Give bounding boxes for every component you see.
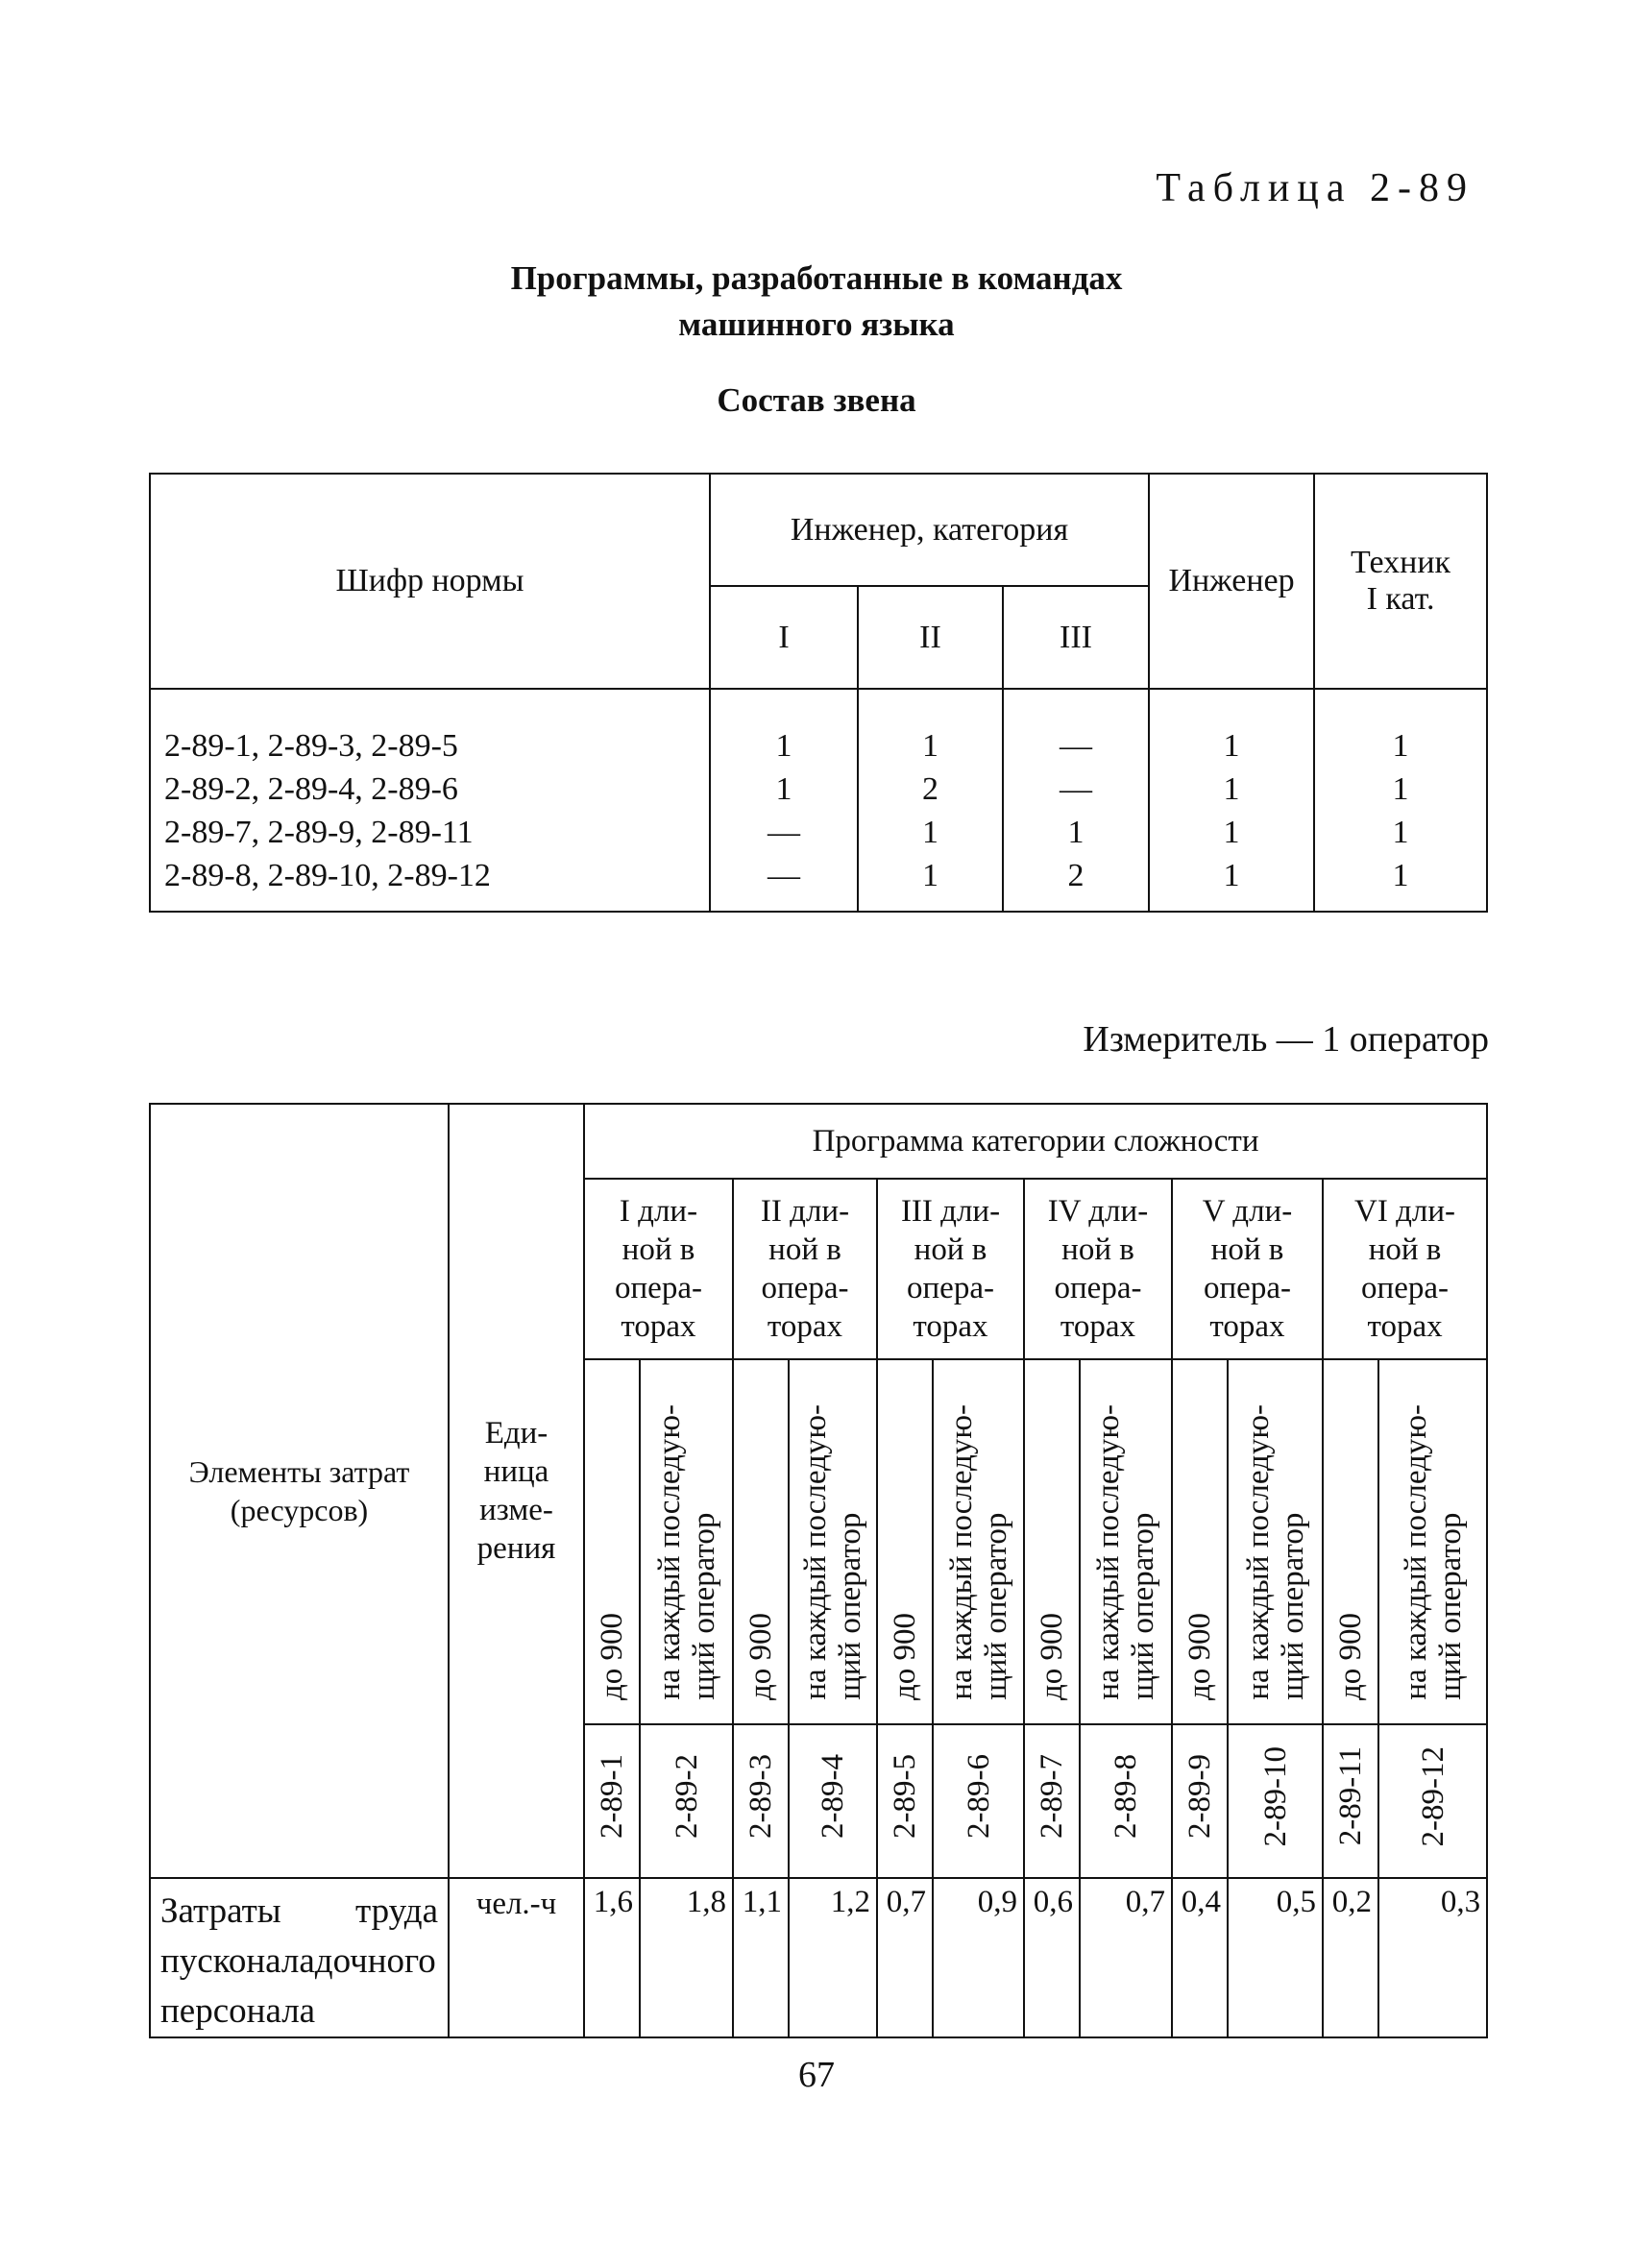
norm-code-cell: 2-89-11 [1323, 1724, 1378, 1878]
crew-table [149, 473, 1488, 913]
crew-cell: — [1060, 728, 1093, 764]
engineer-category-header: Инженер, категория [710, 474, 1149, 586]
crew-cell: 1 [922, 858, 938, 893]
crew-cell: 1 [1223, 771, 1240, 807]
engineer-header: Инженер [1149, 474, 1314, 689]
value-cell: 0,5 [1228, 1878, 1323, 2037]
code-header: Шифр нормы [150, 474, 710, 689]
category-ii-column [858, 689, 1003, 912]
crew-subtitle: Состав звена [717, 381, 916, 419]
program-category-header: Программа категории сложности [584, 1104, 1487, 1179]
crew-cell: — [768, 815, 800, 850]
norm-code-cell: 2-89-12 [1378, 1724, 1487, 1878]
value-cell: 0,7 [1080, 1878, 1172, 2037]
crew-cell: 2 [922, 771, 938, 807]
crew-row-codes: 2-89-1, 2-89-3, 2-89-5 [164, 728, 458, 764]
group-header-i: I дли- ной в опера- торах [584, 1179, 733, 1359]
subheader-each-next-operator: на каждый последую- щий оператор [1378, 1359, 1487, 1724]
value-cell: 0,6 [1024, 1878, 1080, 2037]
crew-cell: 1 [1067, 815, 1085, 850]
norm-code-cell: 2-89-2 [640, 1724, 733, 1878]
value-cell: 0,9 [933, 1878, 1024, 2037]
crew-cell: 1 [1223, 815, 1240, 850]
value-cell: 0,4 [1172, 1878, 1228, 2037]
technician-column [1314, 689, 1487, 912]
subheader-each-next-operator: на каждый последую- щий оператор [1080, 1359, 1172, 1724]
norm-code-cell: 2-89-9 [1172, 1724, 1228, 1878]
elements-header: Элементы затрат (ресурсов) [150, 1104, 449, 1878]
crew-cell: 1 [1223, 858, 1240, 893]
table-title-line-1: Программы, разработанные в командах [510, 259, 1123, 297]
measure-unit: Измеритель — 1 оператор [1083, 1019, 1489, 1060]
subheader-up-to-900: до 900 [584, 1359, 640, 1724]
norm-code-cell: 2-89-6 [933, 1724, 1024, 1878]
engineer-column [1149, 689, 1314, 912]
group-header-vi: VI дли- ной в опера- торах [1323, 1179, 1487, 1359]
group-header-v: V дли- ной в опера- торах [1172, 1179, 1323, 1359]
norm-code-cell: 2-89-3 [733, 1724, 789, 1878]
page-number: 67 [798, 2055, 835, 2095]
value-cell: 1,6 [584, 1878, 640, 2037]
category-iii-header: III [1003, 586, 1149, 689]
crew-cell: 1 [922, 815, 938, 850]
crew-row-codes: 2-89-7, 2-89-9, 2-89-11 [164, 815, 474, 850]
crew-cell: 1 [775, 771, 792, 807]
value-cell: 0,3 [1378, 1878, 1487, 2037]
norm-code-cell: 2-89-7 [1024, 1724, 1080, 1878]
category-i-header: I [710, 586, 858, 689]
table-title-line-2: машинного языка [678, 305, 955, 343]
table-label: Таблица 2-89 [1156, 166, 1475, 210]
crew-cell: — [1060, 771, 1093, 807]
subheader-up-to-900: до 900 [877, 1359, 933, 1724]
subheader-up-to-900: до 900 [1323, 1359, 1378, 1724]
crew-cell: 1 [1392, 858, 1409, 893]
crew-cell: 1 [775, 728, 792, 764]
value-cell: 0,7 [877, 1878, 933, 2037]
norm-code-cell: 2-89-10 [1228, 1724, 1323, 1878]
category-i-column [710, 689, 858, 912]
group-header-iv: IV дли- ной в опера- торах [1024, 1179, 1172, 1359]
subheader-each-next-operator: на каждый последую- щий оператор [933, 1359, 1024, 1724]
crew-cell: 1 [1392, 771, 1409, 807]
group-header-iii: III дли- ной в опера- торах [877, 1179, 1024, 1359]
category-iii-column [1003, 689, 1149, 912]
subheader-up-to-900: до 900 [733, 1359, 789, 1724]
norm-code-cell: 2-89-5 [877, 1724, 933, 1878]
crew-cell: — [768, 858, 800, 893]
value-cell: 1,8 [640, 1878, 733, 2037]
subheader-up-to-900: до 900 [1172, 1359, 1228, 1724]
subheader-each-next-operator: на каждый последую- щий оператор [1228, 1359, 1323, 1724]
crew-cell: 1 [1223, 728, 1240, 764]
crew-row-codes: 2-89-8, 2-89-10, 2-89-12 [164, 858, 491, 893]
subheader-up-to-900: до 900 [1024, 1359, 1080, 1724]
group-header-ii: II дли- ной в опера- торах [733, 1179, 877, 1359]
value-cell: 0,2 [1323, 1878, 1378, 2037]
norm-code-cell: 2-89-8 [1080, 1724, 1172, 1878]
labor-cost-unit: чел.-ч [449, 1878, 584, 2037]
labor-cost-label: Затраты труда пусконаладочного персонала [150, 1878, 449, 2037]
category-ii-header: II [858, 586, 1003, 689]
crew-cell: 1 [922, 728, 938, 764]
subheader-each-next-operator: на каждый последую- щий оператор [640, 1359, 733, 1724]
resource-table [149, 1103, 1488, 2038]
subheader-each-next-operator: на каждый последую- щий оператор [789, 1359, 877, 1724]
value-cell: 1,2 [789, 1878, 877, 2037]
crew-cell: 1 [1392, 815, 1409, 850]
norm-code-cell: 2-89-4 [789, 1724, 877, 1878]
crew-cell: 2 [1067, 858, 1085, 893]
value-cell: 1,1 [733, 1878, 789, 2037]
norm-code-cell: 2-89-1 [584, 1724, 640, 1878]
unit-header: Еди- ница изме- рения [449, 1104, 584, 1878]
technician-header: Техник I кат. [1314, 474, 1487, 689]
crew-row-codes: 2-89-2, 2-89-4, 2-89-6 [164, 771, 458, 807]
codes-column [150, 689, 710, 912]
crew-cell: 1 [1392, 728, 1409, 764]
